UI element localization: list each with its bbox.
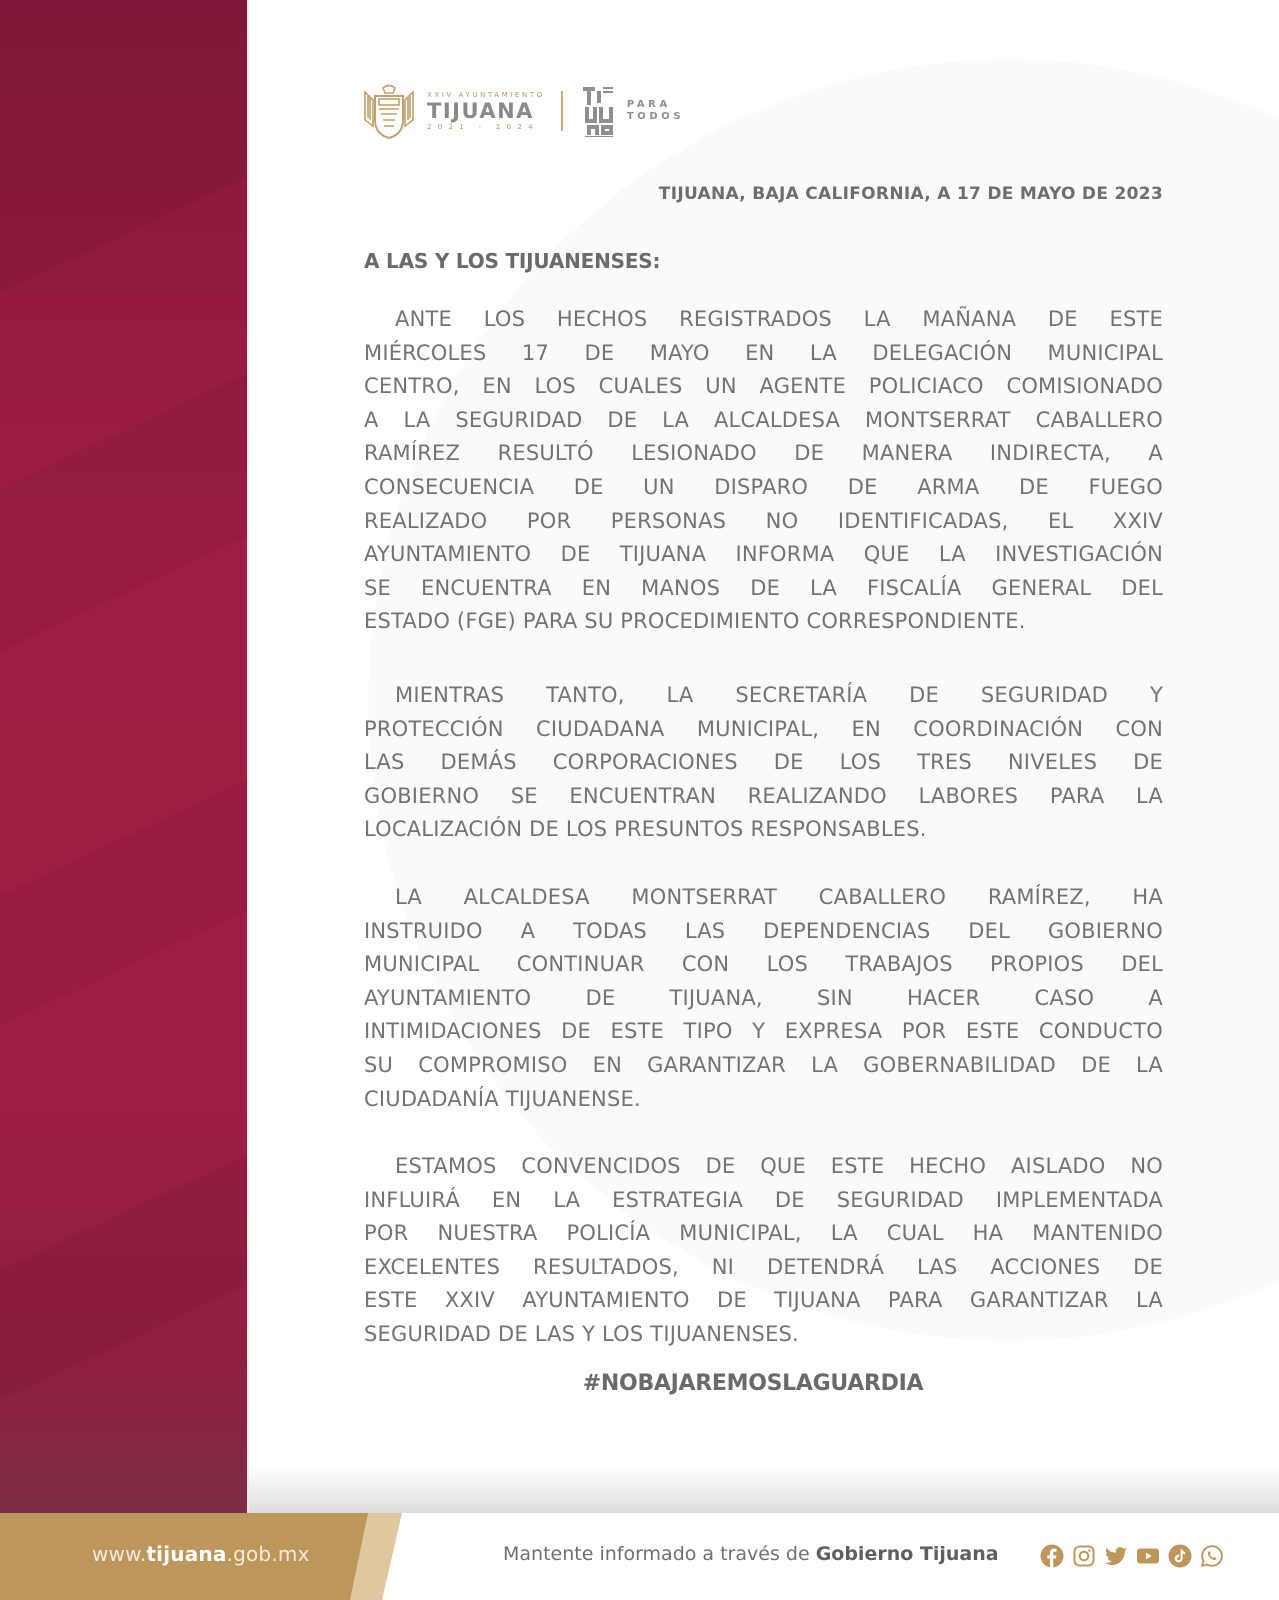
paragraph-line: PROTECCIÓN CIUDADANA MUNICIPAL, EN COORDINACIÓN CON <box>364 716 1163 741</box>
paragraph-line: POR NUESTRA POLICÍA MUNICIPAL, LA CUAL HA MANTENIDO <box>364 1221 1163 1246</box>
slogan-todos: TODOS <box>626 111 685 122</box>
paragraph-line: RAMÍREZ RESULTÓ LESIONADO DE MANERA INDIRECTA, A <box>364 441 1163 466</box>
paragraph-line: INFLUIRÁ EN LA ESTRATEGIA DE SEGURIDAD IMPLEMENTADA <box>364 1187 1163 1212</box>
paragraph-2 <box>364 679 1163 847</box>
hashtag <box>0 1371 1279 1396</box>
paragraph-line: CONSECUENCIA DE UN DISPARO DE ARMA DE FUEGO <box>364 474 1163 499</box>
logo-city-name: TIJUANA <box>427 99 534 123</box>
header-logos <box>361 80 684 142</box>
facebook-icon[interactable] <box>1040 1544 1064 1568</box>
paragraph-3 <box>364 881 1163 1116</box>
paragraph-line: AYUNTAMIENTO DE TIJUANA INFORMA QUE LA INVESTIGACIÓN <box>364 542 1163 567</box>
paragraph-line: SEGURIDAD DE LAS Y LOS TIJUANENSES. <box>364 1321 799 1346</box>
logo-years: 2021 - 2024 <box>427 123 539 131</box>
paragraph-line: EXCELENTES RESULTADOS, NI DETENDRÁ LAS ACCIONES DE <box>364 1254 1163 1279</box>
paragraph-line: LOCALIZACIÓN DE LOS PRESUNTOS RESPONSABLES. <box>364 817 927 842</box>
url-prefix: www. <box>92 1542 147 1566</box>
paragraph-line: ESTE XXIV AYUNTAMIENTO DE TIJUANA PARA GARANTIZAR LA <box>364 1288 1163 1313</box>
paragraph-line: A LA SEGURIDAD DE LA ALCALDESA MONTSERRAT CABALLERO <box>364 407 1163 432</box>
paragraph-line: LA ALCALDESA MONTSERRAT CABALLERO RAMÍREZ, HA <box>395 885 1163 909</box>
paragraph-line: ANTE LOS HECHOS REGISTRADOS LA MAÑANA DE ESTE <box>395 307 1163 331</box>
date-line: TIJUANA, BAJA CALIFORNIA, A 17 DE MAYO DE 2023 <box>658 184 1163 204</box>
info-text: Mantente informado a través de <box>503 1543 816 1565</box>
paragraph-1 <box>364 303 1163 639</box>
paragraph-line: LAS DEMÁS CORPORACIONES DE LOS TRES NIVELES DE <box>364 750 1163 775</box>
para-todos-slogan <box>627 99 684 123</box>
tijuana-mark-icon <box>581 85 619 137</box>
twitter-icon[interactable] <box>1104 1544 1128 1568</box>
side-band-decoration <box>0 0 247 1513</box>
paragraph-line: ESTAMOS CONVENCIDOS DE QUE ESTE HECHO AISLADO NO <box>395 1154 1163 1178</box>
youtube-icon[interactable] <box>1136 1544 1160 1568</box>
url-suffix: .gob.mx <box>226 1542 310 1566</box>
paragraph-line: CIUDADANÍA TIJUANENSE. <box>364 1086 641 1111</box>
paragraph-line: CENTRO, EN LOS CUALES UN AGENTE POLICIACO COMISIONADO <box>364 374 1163 399</box>
slogan-para: PARA <box>626 99 671 110</box>
url-domain: tijuana <box>146 1542 227 1566</box>
tiktok-icon[interactable] <box>1168 1544 1192 1568</box>
website-link[interactable] <box>92 1542 310 1566</box>
paragraph-4 <box>364 1150 1163 1352</box>
logo-ayuntamiento: XXIV AYUNTAMIENTO <box>427 91 545 99</box>
paragraph-line: ESTADO (FGE) PARA SU PROCEDIMIENTO CORRESPONDIENTE. <box>364 609 1026 634</box>
info-bold: Gobierno Tijuana <box>815 1543 999 1565</box>
paragraph-line: REALIZADO POR PERSONAS NO IDENTIFICADAS, EL XXIV <box>364 508 1163 533</box>
footer-info-text <box>503 1543 999 1565</box>
paragraph-line: SE ENCUENTRA EN MANOS DE LA FISCALÍA GENERAL DEL <box>364 575 1163 600</box>
paragraph-line: INTIMIDACIONES DE ESTE TIPO Y EXPRESA POR ESTE CONDUCTO <box>364 1019 1163 1044</box>
city-crest-icon <box>361 82 417 140</box>
footer <box>0 1513 1279 1600</box>
paragraph-line: SU COMPROMISO EN GARANTIZAR LA GOBERNABILIDAD DE LA <box>364 1052 1163 1077</box>
paragraph-line: MUNICIPAL CONTINUAR CON LOS TRABAJOS PROPIOS DEL <box>364 952 1163 977</box>
paragraph-line: MIÉRCOLES 17 DE MAYO EN LA DELEGACIÓN MUNICIPAL <box>364 340 1163 365</box>
social-icons <box>1040 1544 1224 1568</box>
paragraph-line: MIENTRAS TANTO, LA SECRETARÍA DE SEGURIDAD Y <box>395 683 1163 707</box>
page-bottom-shade <box>249 1465 1279 1513</box>
hashtag-text: #NOBAJAREMOSLAGUARDIA <box>582 1371 924 1396</box>
paragraph-line: AYUNTAMIENTO DE TIJUANA, SIN HACER CASO A <box>364 985 1163 1010</box>
paragraph-line: GOBIERNO SE ENCUENTRAN REALIZANDO LABORES PARA LA <box>364 783 1163 808</box>
whatsapp-icon[interactable] <box>1200 1544 1224 1568</box>
instagram-icon[interactable] <box>1072 1544 1096 1568</box>
paragraph-line: INSTRUIDO A TODAS LAS DEPENDENCIAS DEL GOBIERNO <box>364 918 1163 943</box>
logo-wordmark <box>427 91 545 131</box>
salutation: A LAS Y LOS TIJUANENSES: <box>364 249 661 273</box>
logo-divider <box>561 91 563 131</box>
